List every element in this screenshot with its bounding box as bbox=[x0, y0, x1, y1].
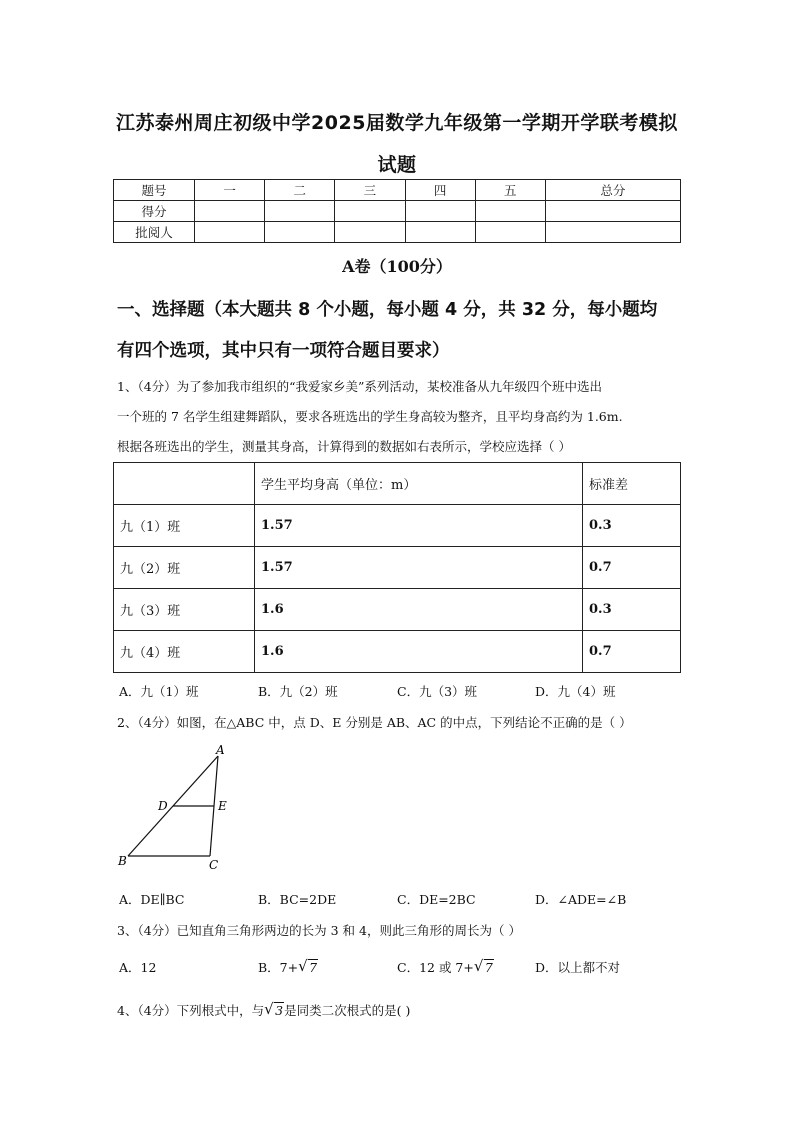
radicand: 7 bbox=[484, 960, 493, 975]
score-cell bbox=[195, 222, 265, 243]
q1-class-cell: 九（4）班 bbox=[114, 631, 255, 673]
q2-option-d: D．∠ADE=∠B bbox=[535, 892, 627, 907]
score-table-row bbox=[114, 201, 681, 222]
radicand: 7 bbox=[309, 960, 318, 975]
q1-text-line2: 一个班的 7 名学生组建舞蹈队，要求各班选出的学生身高较为整齐，且平均身高约为 1.6m. bbox=[117, 409, 623, 424]
label-a: A bbox=[216, 743, 225, 757]
exam-title-line1: 江苏泰州周庄初级中学2025届数学九年级第一学期开学联考模拟 bbox=[116, 112, 678, 134]
q1-data-table bbox=[113, 462, 681, 673]
score-cell bbox=[335, 222, 405, 243]
score-cell bbox=[545, 201, 680, 222]
radical-sign: √ bbox=[298, 957, 308, 975]
sqrt-symbol bbox=[298, 957, 318, 975]
q1-option-d: D．九（4）班 bbox=[535, 684, 616, 699]
score-cell bbox=[405, 222, 475, 243]
q1-stddev-cell: 0.3 bbox=[583, 589, 681, 631]
score-header-cell: 五 bbox=[475, 180, 545, 201]
section1-heading-line2: 有四个选项，其中只有一项符合题目要求） bbox=[117, 341, 450, 361]
q1-stddev-cell: 0.3 bbox=[583, 505, 681, 547]
q1-height-cell: 1.57 bbox=[255, 547, 583, 589]
section1-heading-line1: 一、选择题（本大题共 8 个小题，每小题 4 分，共 32 分，每小题均 bbox=[117, 300, 658, 320]
q1-text-line1: 1、（4分）为了参加我市组织的“我爱家乡美”系列活动，某校准备从九年级四个班中选出 bbox=[117, 379, 602, 394]
q1-option-b: B．九（2）班 bbox=[258, 684, 338, 699]
sqrt-symbol bbox=[264, 1000, 284, 1018]
q4-text-suffix: 是同类二次根式的是( ) bbox=[284, 1003, 411, 1018]
q1-stddev-cell: 0.7 bbox=[583, 547, 681, 589]
q1-header-cell: 学生平均身高（单位：m） bbox=[255, 463, 583, 505]
score-header-cell: 一 bbox=[195, 180, 265, 201]
score-row-label: 得分 bbox=[114, 201, 195, 222]
score-table-row bbox=[114, 222, 681, 243]
q2-text: 2、（4分）如图，在△ABC 中，点 D、E 分别是 AB、AC 的中点，下列结论不正确的是（ ） bbox=[117, 715, 632, 730]
q1-table-row bbox=[114, 631, 681, 673]
score-cell bbox=[195, 201, 265, 222]
score-header-cell: 三 bbox=[335, 180, 405, 201]
q1-table-header-row bbox=[114, 463, 681, 505]
q1-table-row bbox=[114, 589, 681, 631]
q3-option-b-prefix: B．7+ bbox=[258, 960, 299, 975]
q1-class-cell: 九（1）班 bbox=[114, 505, 255, 547]
score-header-cell: 题号 bbox=[114, 180, 195, 201]
score-row-label: 批阅人 bbox=[114, 222, 195, 243]
q3-text: 3、（4分）已知直角三角形两边的长为 3 和 4，则此三角形的周长为（ ） bbox=[117, 923, 521, 938]
q3-option-d: D．以上都不对 bbox=[535, 960, 621, 975]
q1-table-row bbox=[114, 505, 681, 547]
q1-option-a: A．九（1）班 bbox=[119, 684, 199, 699]
q2-option-b: B．BC=2DE bbox=[258, 892, 337, 907]
score-cell bbox=[405, 201, 475, 222]
radical-sign: √ bbox=[264, 1000, 274, 1018]
score-cell bbox=[265, 222, 335, 243]
score-header-cell: 二 bbox=[265, 180, 335, 201]
q3-option-a: A．12 bbox=[119, 960, 157, 975]
q2-option-a: A．DE∥BC bbox=[119, 892, 185, 907]
q1-height-cell: 1.6 bbox=[255, 589, 583, 631]
radicand: 3 bbox=[275, 1003, 284, 1018]
label-e: E bbox=[218, 799, 227, 813]
score-cell bbox=[545, 222, 680, 243]
score-table-header-row bbox=[114, 180, 681, 201]
triangle-figure bbox=[110, 742, 240, 877]
label-d: D bbox=[158, 799, 168, 813]
radical-sign: √ bbox=[473, 957, 484, 975]
score-header-cell: 四 bbox=[405, 180, 475, 201]
q1-header-cell bbox=[114, 463, 255, 505]
q4-text bbox=[117, 1001, 410, 1019]
q1-stddev-cell: 0.7 bbox=[583, 631, 681, 673]
q1-text-line3: 根据各班选出的学生，测量其身高，计算得到的数据如右表所示，学校应选择（ ） bbox=[117, 439, 571, 454]
score-cell bbox=[475, 201, 545, 222]
score-cell bbox=[475, 222, 545, 243]
label-c: C bbox=[209, 858, 219, 872]
q2-option-c: C．DE=2BC bbox=[397, 892, 476, 907]
q3-option-b bbox=[258, 958, 318, 976]
q3-option-c bbox=[397, 958, 494, 976]
q1-table-row bbox=[114, 547, 681, 589]
sqrt-symbol bbox=[473, 957, 494, 975]
label-b: B bbox=[118, 854, 127, 868]
q1-height-cell: 1.57 bbox=[255, 505, 583, 547]
score-header-cell: 总分 bbox=[545, 180, 680, 201]
q4-text-prefix: 4、（4分）下列根式中，与 bbox=[117, 1003, 265, 1018]
q1-header-cell: 标准差 bbox=[583, 463, 681, 505]
q3-option-c-prefix: C．12 或 7+ bbox=[397, 960, 474, 975]
q1-class-cell: 九（3）班 bbox=[114, 589, 255, 631]
score-table bbox=[113, 179, 681, 243]
exam-title-line2: 试题 bbox=[377, 154, 417, 176]
score-cell bbox=[265, 201, 335, 222]
section-a-heading: A卷（100分） bbox=[342, 257, 452, 276]
q1-option-c: C．九（3）班 bbox=[397, 684, 478, 699]
score-cell bbox=[335, 201, 405, 222]
q1-class-cell: 九（2）班 bbox=[114, 547, 255, 589]
q1-height-cell: 1.6 bbox=[255, 631, 583, 673]
